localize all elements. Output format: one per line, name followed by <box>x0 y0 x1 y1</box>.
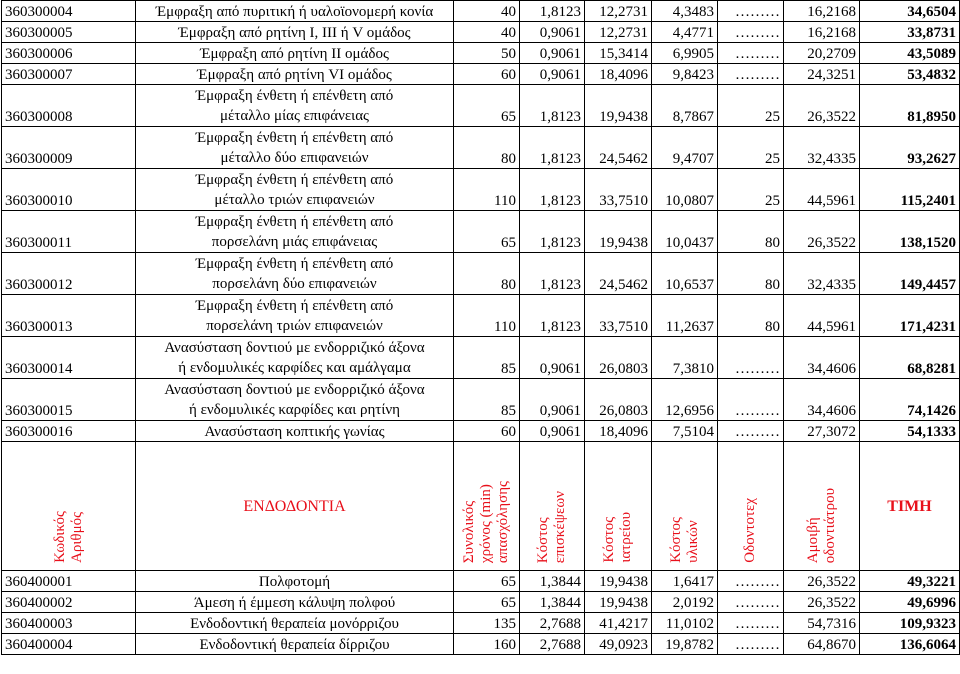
technician-cell: 80 <box>718 211 784 253</box>
table-row <box>2 253 960 295</box>
description-line: Έμφραξη από ρητίνη VI ομάδος <box>197 67 392 83</box>
time-cell: 65 <box>454 592 520 613</box>
table-row <box>2 85 960 127</box>
description-line: μέταλλο μίας επιφάνειας <box>220 108 369 124</box>
clinic-cost-cell: 18,4096 <box>585 421 652 442</box>
price-cell: 68,8281 <box>860 337 960 379</box>
time-cell: 110 <box>454 295 520 337</box>
technician-cell: 25 <box>718 169 784 211</box>
restorations-section <box>2 1 960 442</box>
materials-cost-cell: 9,8423 <box>652 64 718 85</box>
clinic-cost-cell: 15,3414 <box>585 43 652 64</box>
clinic-cost-cell: 12,2731 <box>585 22 652 43</box>
description-cell <box>136 634 454 655</box>
code-cell: 360300004 <box>2 1 136 22</box>
table-row <box>2 295 960 337</box>
header-price: ΤΙΜΗ <box>860 442 960 571</box>
table-row <box>2 571 960 592</box>
time-cell: 135 <box>454 613 520 634</box>
description-cell <box>136 571 454 592</box>
price-cell: 109,9323 <box>860 613 960 634</box>
materials-cost-cell: 11,0102 <box>652 613 718 634</box>
code-cell: 360400001 <box>2 571 136 592</box>
price-cell: 49,6996 <box>860 592 960 613</box>
description-line: Ενδοδοντική θεραπεία μονόρριζου <box>190 616 399 632</box>
description-line: Πολφοτομή <box>258 574 331 590</box>
price-cell: 43,5089 <box>860 43 960 64</box>
dentist-fee-cell: 16,2168 <box>784 1 860 22</box>
price-cell: 171,4231 <box>860 295 960 337</box>
endodontics-section <box>2 571 960 655</box>
description-cell <box>136 43 454 64</box>
time-cell: 80 <box>454 253 520 295</box>
technician-cell: ……… <box>718 379 784 421</box>
header-equipment-cost: Κόστος επισκέψεων <box>520 442 585 571</box>
description-cell <box>136 295 454 337</box>
technician-cell: 80 <box>718 253 784 295</box>
description-line: Έμφραξη ένθετη ή επένθετη από <box>195 88 394 104</box>
time-cell: 85 <box>454 337 520 379</box>
description-line: Έμφραξη από ρητίνη Ι, ΙΙΙ ή V ομάδος <box>178 25 411 41</box>
dentist-fee-cell: 26,3522 <box>784 571 860 592</box>
equipment-cost-cell: 0,9061 <box>520 421 585 442</box>
code-cell: 360300012 <box>2 253 136 295</box>
materials-cost-cell: 1,6417 <box>652 571 718 592</box>
technician-cell: ……… <box>718 22 784 43</box>
dentist-fee-cell: 54,7316 <box>784 613 860 634</box>
description-line: Ανασύσταση δοντιού με ενδορριζικό άξονα <box>164 340 425 356</box>
table-row <box>2 127 960 169</box>
technician-cell: ……… <box>718 64 784 85</box>
materials-cost-cell: 7,3810 <box>652 337 718 379</box>
dentist-fee-cell: 34,4606 <box>784 379 860 421</box>
description-cell <box>136 379 454 421</box>
description-cell <box>136 22 454 43</box>
materials-cost-cell: 10,0807 <box>652 169 718 211</box>
materials-cost-cell: 19,8782 <box>652 634 718 655</box>
clinic-cost-cell: 18,4096 <box>585 64 652 85</box>
dentist-fee-cell: 26,3522 <box>784 211 860 253</box>
description-line: Έμφραξη από πυριτική ή υαλοϊονομερή κονία <box>155 4 434 20</box>
code-cell: 360300009 <box>2 127 136 169</box>
time-cell: 65 <box>454 571 520 592</box>
equipment-cost-cell: 1,8123 <box>520 1 585 22</box>
price-cell: 33,8731 <box>860 22 960 43</box>
clinic-cost-cell: 12,2731 <box>585 1 652 22</box>
materials-cost-cell: 11,2637 <box>652 295 718 337</box>
dentist-fee-cell: 32,4335 <box>784 127 860 169</box>
materials-cost-cell: 12,6956 <box>652 379 718 421</box>
materials-cost-cell: 4,3483 <box>652 1 718 22</box>
description-line: ή ενδομυλικές καρφίδες και ρητίνη <box>189 402 400 418</box>
description-line: Ενδοδοντική θεραπεία δίρριζου <box>199 637 390 653</box>
table-row <box>2 22 960 43</box>
clinic-cost-cell: 26,0803 <box>585 379 652 421</box>
time-cell: 80 <box>454 127 520 169</box>
code-cell: 360300007 <box>2 64 136 85</box>
code-cell: 360300008 <box>2 85 136 127</box>
materials-cost-cell: 2,0192 <box>652 592 718 613</box>
equipment-cost-cell: 1,8123 <box>520 253 585 295</box>
price-cell: 93,2627 <box>860 127 960 169</box>
clinic-cost-cell: 33,7510 <box>585 295 652 337</box>
equipment-cost-cell: 0,9061 <box>520 337 585 379</box>
description-line: Έμφραξη ένθετη ή επένθετη από <box>195 172 394 188</box>
table-row <box>2 634 960 655</box>
header-code: Κωδικός Αριθμός <box>2 442 136 571</box>
price-cell: 136,6064 <box>860 634 960 655</box>
materials-cost-cell: 10,0437 <box>652 211 718 253</box>
code-cell: 360300015 <box>2 379 136 421</box>
code-cell: 360300016 <box>2 421 136 442</box>
table-row <box>2 64 960 85</box>
code-cell: 360300010 <box>2 169 136 211</box>
clinic-cost-cell: 19,9438 <box>585 211 652 253</box>
price-cell: 53,4832 <box>860 64 960 85</box>
description-line: πορσελάνη δύο επιφανειών <box>212 276 377 292</box>
price-cell: 49,3221 <box>860 571 960 592</box>
description-line: μέταλλο τριών επιφανειών <box>214 192 375 208</box>
price-cell: 138,1520 <box>860 211 960 253</box>
description-line: μέταλλο δύο επιφανειών <box>220 150 369 166</box>
dentist-fee-cell: 44,5961 <box>784 169 860 211</box>
equipment-cost-cell: 1,8123 <box>520 211 585 253</box>
equipment-cost-cell: 2,7688 <box>520 634 585 655</box>
price-cell: 115,2401 <box>860 169 960 211</box>
time-cell: 40 <box>454 1 520 22</box>
description-line: Έμφραξη ένθετη ή επένθετη από <box>195 298 394 314</box>
clinic-cost-cell: 19,9438 <box>585 85 652 127</box>
technician-cell: ……… <box>718 613 784 634</box>
clinic-cost-cell: 19,9438 <box>585 592 652 613</box>
clinic-cost-cell: 33,7510 <box>585 169 652 211</box>
technician-cell: ……… <box>718 1 784 22</box>
dentist-fee-cell: 26,3522 <box>784 592 860 613</box>
technician-cell: 80 <box>718 295 784 337</box>
equipment-cost-cell: 1,8123 <box>520 85 585 127</box>
endodontics-header-section <box>2 442 960 571</box>
header-time: Συνολικός χρόνος (min) απασχόλησης <box>454 442 520 571</box>
technician-cell: 25 <box>718 127 784 169</box>
dentist-fee-cell: 20,2709 <box>784 43 860 64</box>
description-cell <box>136 1 454 22</box>
description-line: Έμφραξη από ρητίνη ΙΙ ομάδος <box>200 46 389 62</box>
description-cell <box>136 421 454 442</box>
code-cell: 360400002 <box>2 592 136 613</box>
equipment-cost-cell: 0,9061 <box>520 64 585 85</box>
description-cell <box>136 169 454 211</box>
equipment-cost-cell: 0,9061 <box>520 43 585 64</box>
time-cell: 50 <box>454 43 520 64</box>
price-cell: 74,1426 <box>860 379 960 421</box>
equipment-cost-cell: 1,8123 <box>520 127 585 169</box>
table-row <box>2 211 960 253</box>
time-cell: 40 <box>454 22 520 43</box>
materials-cost-cell: 9,4707 <box>652 127 718 169</box>
clinic-cost-cell: 19,9438 <box>585 571 652 592</box>
technician-cell: ……… <box>718 634 784 655</box>
table-row <box>2 379 960 421</box>
technician-cell: ……… <box>718 421 784 442</box>
description-cell <box>136 337 454 379</box>
header-dentist-fee: Αμοιβή οδοντιάτρου <box>784 442 860 571</box>
description-cell <box>136 211 454 253</box>
dentist-fee-cell: 26,3522 <box>784 85 860 127</box>
technician-cell: ……… <box>718 43 784 64</box>
price-cell: 34,6504 <box>860 1 960 22</box>
header-technician: Οδοντοτεχ <box>718 442 784 571</box>
price-cell: 54,1333 <box>860 421 960 442</box>
dentist-fee-cell: 16,2168 <box>784 22 860 43</box>
time-cell: 85 <box>454 379 520 421</box>
code-cell: 360300011 <box>2 211 136 253</box>
description-line: Ανασύσταση δοντιού με ενδορριζικό άξονα <box>164 382 425 398</box>
technician-cell: ……… <box>718 592 784 613</box>
description-cell <box>136 592 454 613</box>
equipment-cost-cell: 2,7688 <box>520 613 585 634</box>
description-line: Ανασύσταση κοπτικής γωνίας <box>204 424 385 440</box>
time-cell: 65 <box>454 85 520 127</box>
description-cell <box>136 127 454 169</box>
column-header-row <box>2 442 960 571</box>
dentist-fee-cell: 64,8670 <box>784 634 860 655</box>
time-cell: 110 <box>454 169 520 211</box>
materials-cost-cell: 7,5104 <box>652 421 718 442</box>
description-cell <box>136 64 454 85</box>
code-cell: 360400003 <box>2 613 136 634</box>
equipment-cost-cell: 0,9061 <box>520 22 585 43</box>
description-line: Έμφραξη ένθετη ή επένθετη από <box>195 214 394 230</box>
description-cell <box>136 613 454 634</box>
equipment-cost-cell: 1,8123 <box>520 169 585 211</box>
table-row <box>2 613 960 634</box>
equipment-cost-cell: 0,9061 <box>520 379 585 421</box>
header-clinic-cost: Κόστος ιατρείου <box>585 442 652 571</box>
time-cell: 60 <box>454 421 520 442</box>
description-line: Έμφραξη ένθετη ή επένθετη από <box>195 130 394 146</box>
materials-cost-cell: 4,4771 <box>652 22 718 43</box>
code-cell: 360300013 <box>2 295 136 337</box>
code-cell: 360300005 <box>2 22 136 43</box>
price-cell: 81,8950 <box>860 85 960 127</box>
price-cell: 149,4457 <box>860 253 960 295</box>
clinic-cost-cell: 41,4217 <box>585 613 652 634</box>
technician-cell: ……… <box>718 571 784 592</box>
materials-cost-cell: 10,6537 <box>652 253 718 295</box>
table-row <box>2 592 960 613</box>
fee-table <box>1 0 960 655</box>
technician-cell: 25 <box>718 85 784 127</box>
equipment-cost-cell: 1,8123 <box>520 295 585 337</box>
description-cell <box>136 85 454 127</box>
description-cell <box>136 253 454 295</box>
header-materials-cost: Κόστος υλικών <box>652 442 718 571</box>
dentist-fee-cell: 27,3072 <box>784 421 860 442</box>
description-line: πορσελάνη μιάς επιφάνειας <box>211 234 378 250</box>
code-cell: 360300006 <box>2 43 136 64</box>
time-cell: 160 <box>454 634 520 655</box>
code-cell: 360300014 <box>2 337 136 379</box>
equipment-cost-cell: 1,3844 <box>520 571 585 592</box>
clinic-cost-cell: 24,5462 <box>585 127 652 169</box>
materials-cost-cell: 8,7867 <box>652 85 718 127</box>
table-row <box>2 1 960 22</box>
clinic-cost-cell: 49,0923 <box>585 634 652 655</box>
equipment-cost-cell: 1,3844 <box>520 592 585 613</box>
description-line: ή ενδομυλικές καρφίδες και αμάλγαμα <box>178 360 411 376</box>
dentist-fee-cell: 44,5961 <box>784 295 860 337</box>
code-cell: 360400004 <box>2 634 136 655</box>
table-row <box>2 43 960 64</box>
technician-cell: ……… <box>718 337 784 379</box>
table-row <box>2 169 960 211</box>
table-row <box>2 337 960 379</box>
description-line: Έμφραξη ένθετη ή επένθετη από <box>195 256 394 272</box>
description-line: πορσελάνη τριών επιφανειών <box>206 318 383 334</box>
dentist-fee-cell: 24,3251 <box>784 64 860 85</box>
header-section-title: ΕΝΔΟΔΟΝΤΙΑ <box>136 442 454 571</box>
dentist-fee-cell: 32,4335 <box>784 253 860 295</box>
materials-cost-cell: 6,9905 <box>652 43 718 64</box>
clinic-cost-cell: 26,0803 <box>585 337 652 379</box>
description-line: Άμεση ή έμμεση κάλυψη πολφού <box>193 595 396 611</box>
table-row <box>2 421 960 442</box>
dentist-fee-cell: 34,4606 <box>784 337 860 379</box>
time-cell: 65 <box>454 211 520 253</box>
clinic-cost-cell: 24,5462 <box>585 253 652 295</box>
time-cell: 60 <box>454 64 520 85</box>
